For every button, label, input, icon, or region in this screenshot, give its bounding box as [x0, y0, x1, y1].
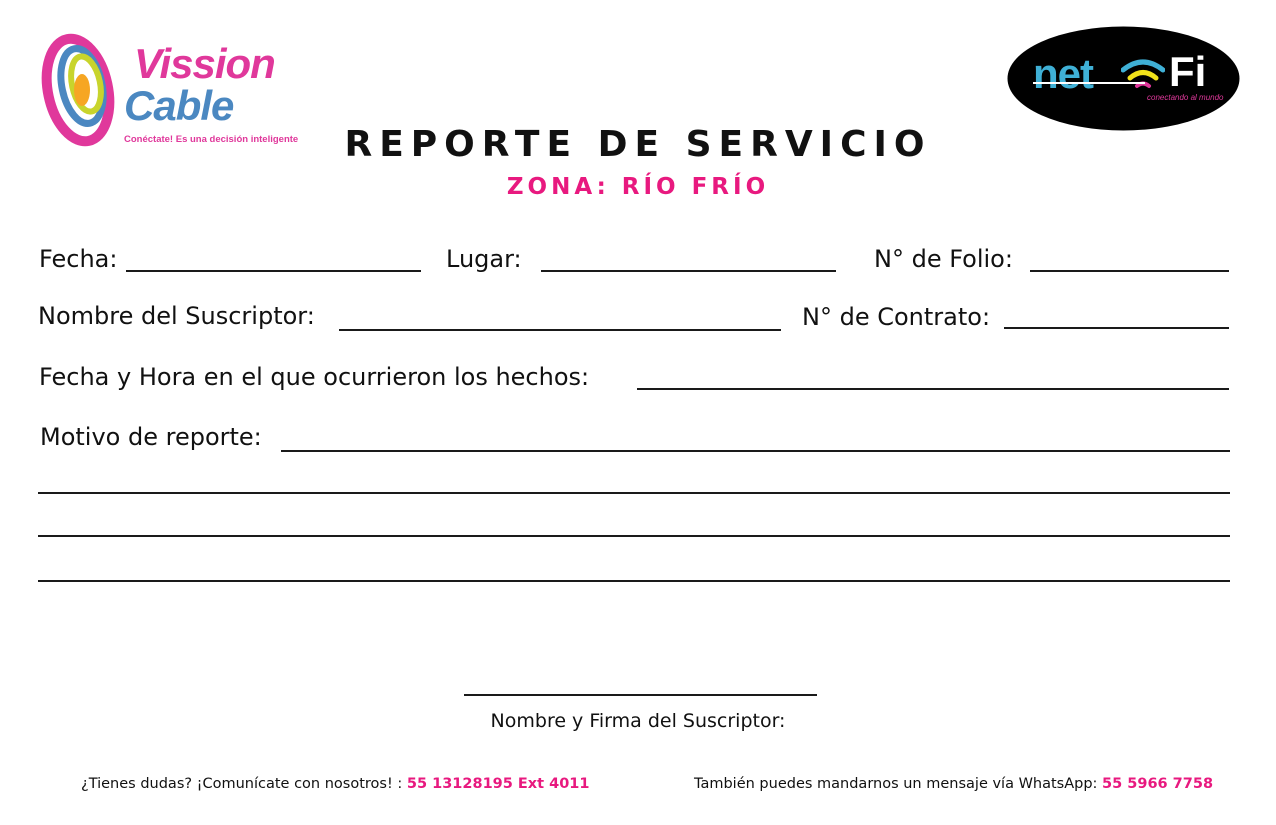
netfi-word-fi: Fi [1169, 48, 1207, 95]
footer-left-text: ¿Tienes dudas? ¡Comunícate con nosotros! : [81, 776, 403, 792]
brand-name-line1: Vission [134, 40, 275, 87]
contrato-label: N° de Contrato: [802, 303, 991, 331]
contrato-field[interactable] [1004, 327, 1229, 329]
signature-line[interactable] [464, 694, 817, 696]
page-title: REPORTE DE SERVICIO [344, 124, 932, 165]
fecha-hora-field[interactable] [637, 388, 1229, 390]
zone-subtitle: ZONA: RÍO FRÍO [506, 174, 770, 200]
footer-right-phone: 55 5966 7758 [1102, 776, 1214, 792]
fecha-hora-label: Fecha y Hora en el que ocurrieron los hechos: [39, 363, 590, 391]
motivo-extra-line[interactable] [38, 535, 1230, 537]
netfi-tagline: conectando al mundo [1147, 93, 1224, 102]
motivo-field[interactable] [281, 450, 1230, 452]
footer-right-text: También puedes mandarnos un mensaje vía WhatsApp: [694, 776, 1098, 792]
lugar-label: Lugar: [446, 245, 522, 273]
footer-contact-left [81, 776, 589, 792]
suscriptor-label: Nombre del Suscriptor: [38, 302, 315, 330]
folio-label: N° de Folio: [874, 245, 1013, 273]
lugar-field[interactable] [541, 270, 836, 272]
suscriptor-field[interactable] [339, 329, 781, 331]
netfi-underline [1033, 82, 1145, 84]
motivo-label: Motivo de reporte: [40, 423, 262, 451]
fecha-label: Fecha: [39, 245, 118, 273]
netfi-word-net: net [1033, 50, 1093, 97]
netfi-logo [1007, 26, 1240, 131]
wifi-icon [1121, 56, 1165, 96]
footer-left-phone: 55 13128195 Ext 4011 [406, 776, 590, 792]
motivo-extra-line[interactable] [38, 492, 1230, 494]
signature-label: Nombre y Firma del Suscriptor: [490, 710, 786, 732]
fecha-field[interactable] [126, 270, 421, 272]
folio-field[interactable] [1030, 270, 1229, 272]
motivo-extra-line[interactable] [38, 580, 1230, 582]
brand-tagline: Conéctate! Es una decisión inteligente [124, 134, 299, 145]
footer-contact-right [694, 776, 1213, 792]
brand-name-line2: Cable [124, 82, 234, 129]
